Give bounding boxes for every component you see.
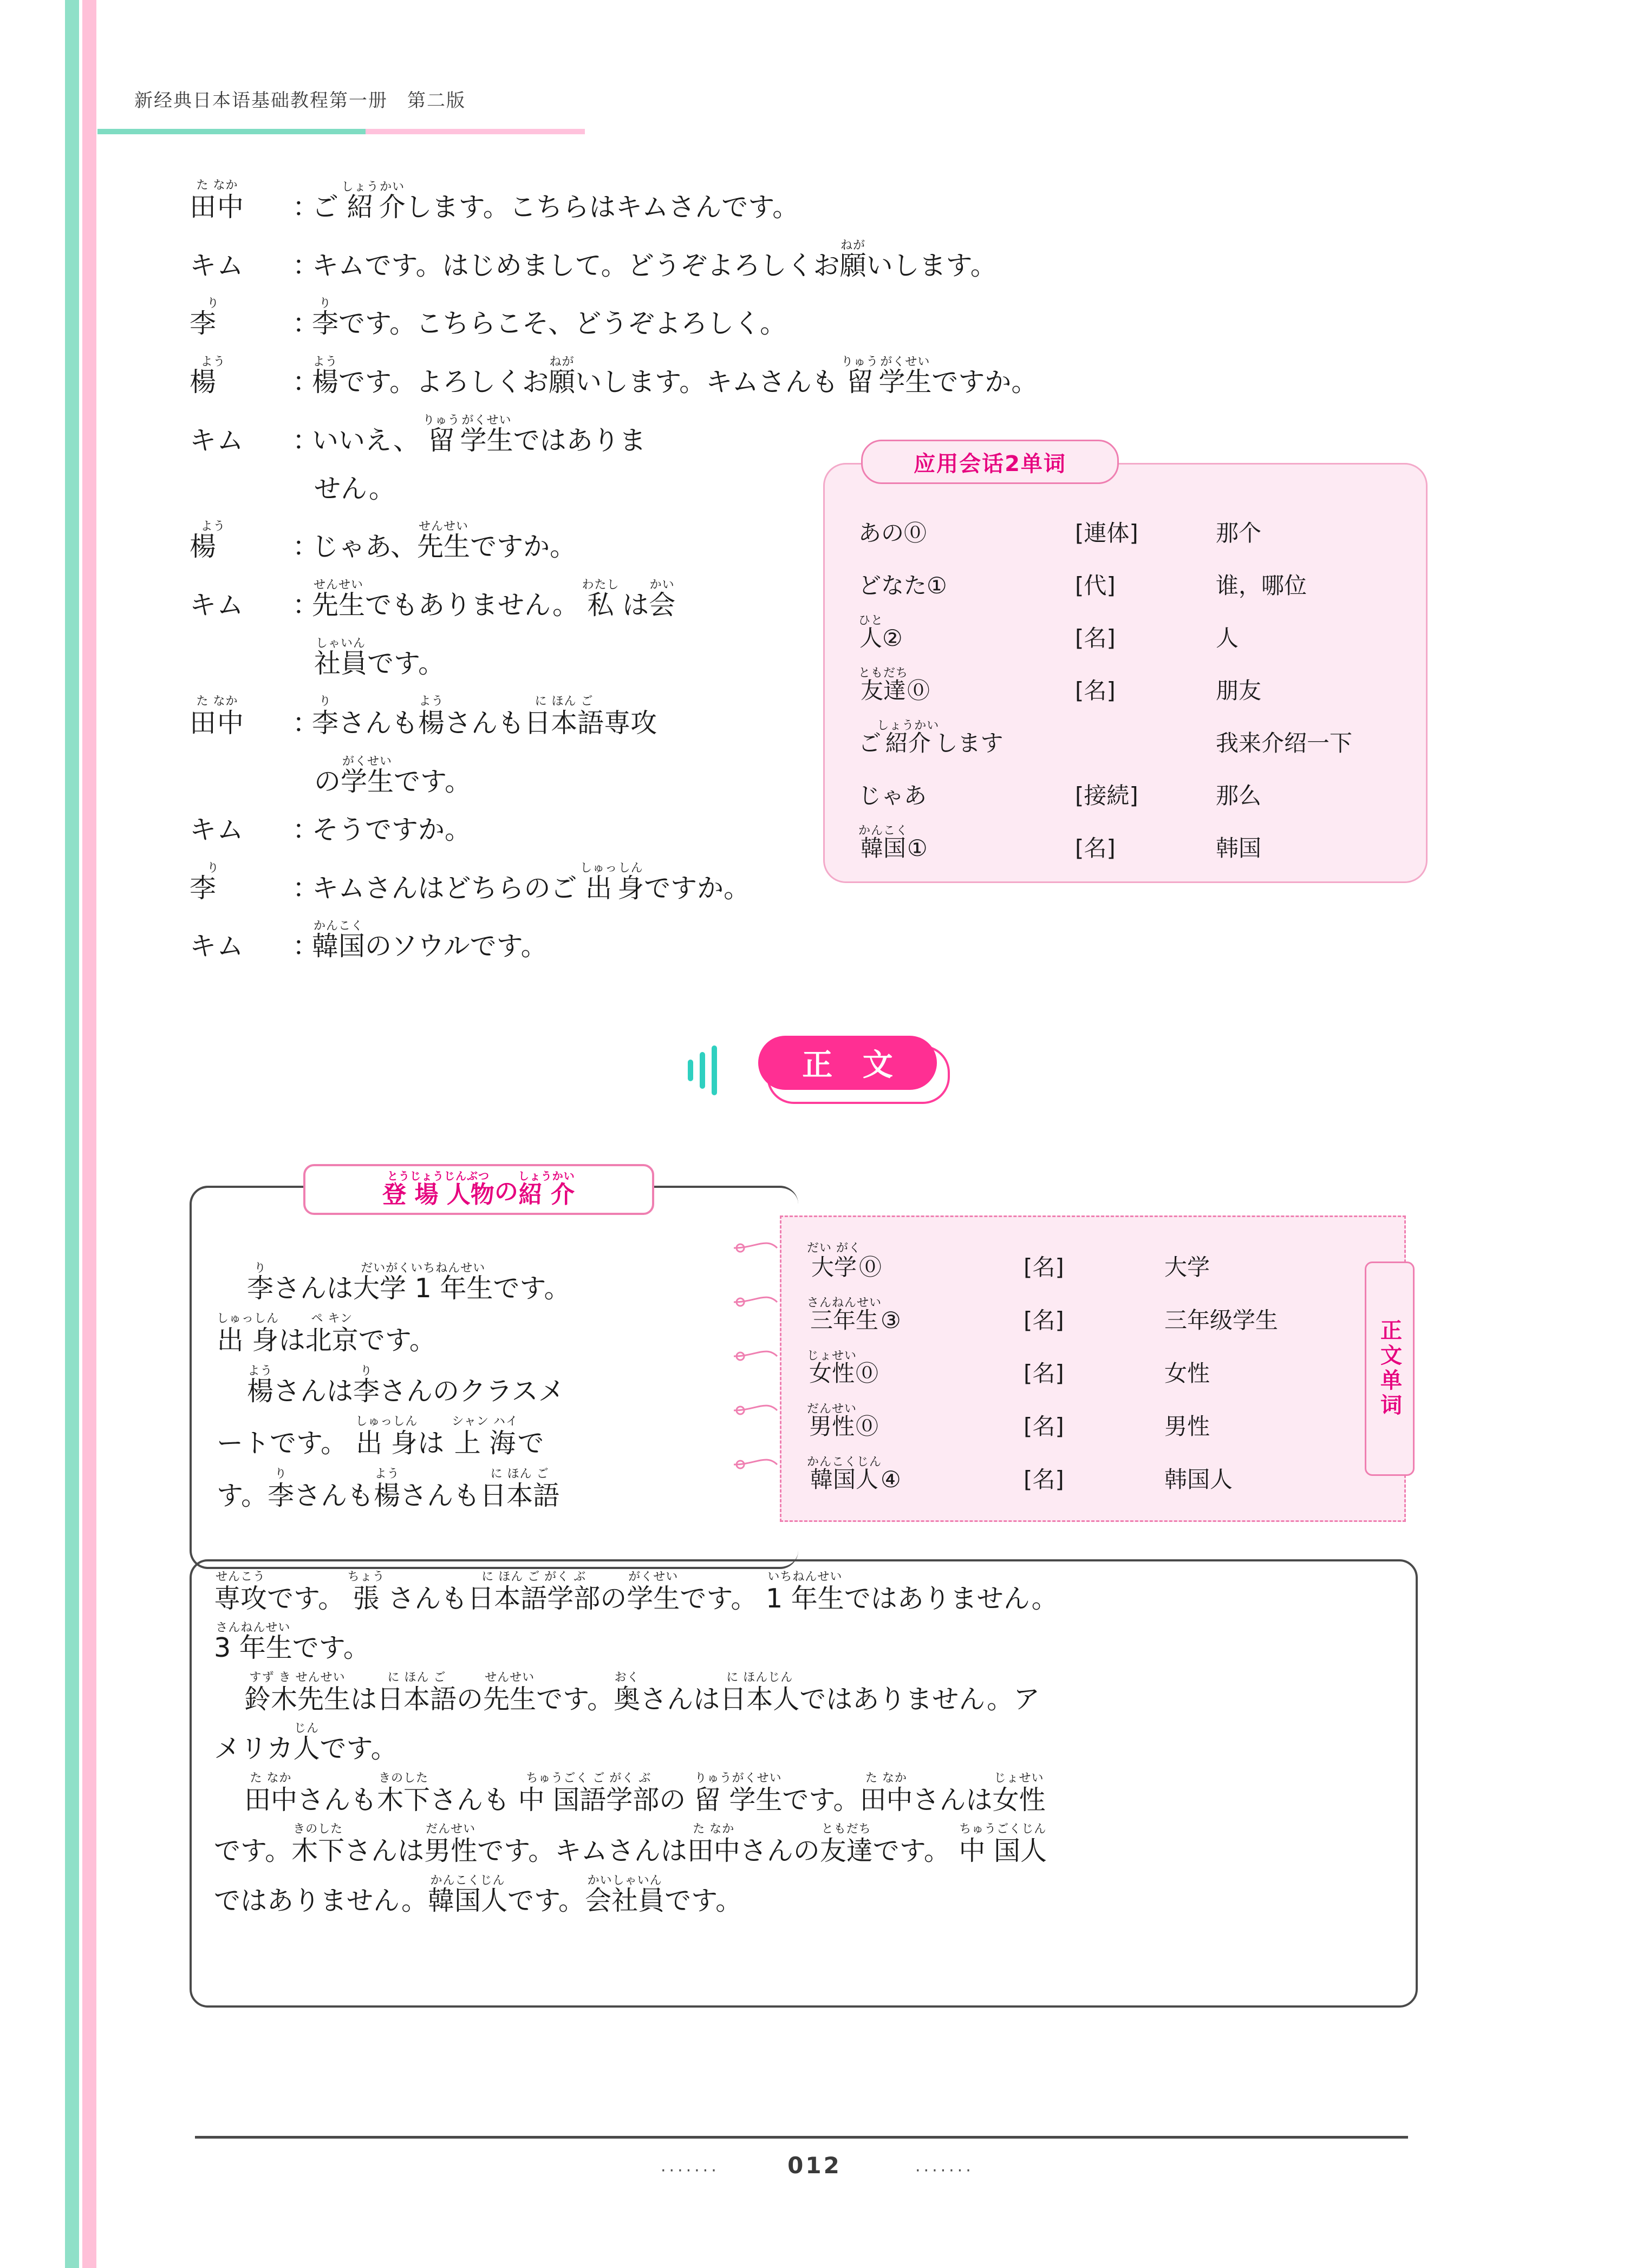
dialogue-text: 先生せんせいでもありません。 私わたし は会かい: [312, 578, 676, 621]
vocab-word: あの⓪: [858, 520, 927, 546]
dialogue-speaker: 楊よう: [190, 355, 237, 398]
dialogue-text: いいえ、 留りゅう学生がくせいではありま: [312, 413, 646, 456]
dialogue-speaker: 李り: [190, 861, 237, 904]
vocab-meaning: 那个: [1216, 520, 1262, 546]
vocab-word: 三年生さんねんせい③: [807, 1296, 901, 1334]
dialogue-line: [190, 239, 1056, 283]
vocab-row: [858, 495, 1400, 548]
dialogue-line: [190, 919, 1056, 964]
vocab-word: 韓国かんこく①: [858, 824, 928, 861]
vocab-meaning: 人: [1216, 625, 1239, 651]
dialogue-text: キムさんはどちらのご 出しゅっ身しんですか。: [312, 861, 751, 904]
vocab-tag: [名]: [1024, 1307, 1064, 1334]
dialogue-text: ご 紹しょう介かいします。こちらはキムさんです。: [312, 180, 799, 223]
vocab-meaning: 大学: [1164, 1254, 1210, 1280]
intro-paragraph: 李りさんは大学 1 年生だいがくいちねんせいです。: [247, 1262, 571, 1304]
dialogue-speaker: キム: [190, 250, 245, 281]
dialogue-colon: ：: [292, 308, 320, 339]
dialogue-text: キムです。はじめまして。どうぞよろしくお願ねがいします。: [312, 238, 997, 281]
dialogue-continuation: の学生がくせいです。: [314, 755, 472, 798]
dialogue-text: 李りです。こちらこそ、どうぞよろしく。: [312, 297, 787, 339]
vocab-tag: [連体]: [1075, 520, 1138, 546]
vocab-row: [807, 1282, 1359, 1335]
dialogue-text: そうですか。: [312, 814, 472, 845]
intro-paragraph: ートです。 出 身しゅっしんは 上 海シャン ハイで: [217, 1415, 544, 1459]
vocab-meaning: 韩国: [1216, 835, 1262, 861]
vocab-word: 女性じょせい⓪: [807, 1349, 879, 1387]
vocab-row: [858, 758, 1400, 811]
left-edge-bar-green: [65, 0, 79, 2268]
vocab-row: [807, 1388, 1359, 1441]
vocab-tag: [接続]: [1075, 782, 1138, 809]
dialogue-text: じゃあ、先生せんせいですか。: [312, 520, 577, 563]
dialogue-speaker: 田中た なか: [190, 695, 245, 739]
dialogue-colon: ：: [292, 590, 320, 621]
intro-paragraph: す。李りさんも楊ようさんも日本語に ほん ご: [217, 1467, 560, 1511]
page-number: 012: [787, 2152, 842, 2179]
vocab-word: じゃあ: [858, 782, 927, 809]
vocab-tag: [名]: [1075, 677, 1116, 704]
banner-label: 正 文: [758, 1036, 937, 1090]
dialogue-colon: ：: [292, 708, 320, 739]
vocab-tag: [名]: [1024, 1360, 1064, 1387]
passage-line: ではありません。韓国人かんこくじんです。会社員かいしゃいんです。: [214, 1873, 742, 1916]
header-rule: [97, 129, 585, 134]
vocab-word: 大学だい がく⓪: [807, 1241, 882, 1280]
dialogue-speaker: 楊よう: [190, 520, 237, 563]
footer-dots-left: ·······: [661, 2161, 720, 2180]
applied-conversation-vocab-rows: [858, 495, 1400, 863]
vocab-row: [858, 548, 1400, 600]
applied-conversation-vocab-title: 应用会话2单词: [861, 440, 1119, 484]
vocab-tag: [名]: [1075, 625, 1116, 651]
vocab-row: [858, 653, 1400, 705]
dialogue-line: [190, 297, 1056, 341]
vocab-meaning: 韩国人: [1164, 1466, 1233, 1493]
vocab-meaning: 男性: [1164, 1413, 1210, 1440]
vocab-row: [858, 600, 1400, 653]
vocab-word: 友達ともだち⓪: [858, 666, 930, 704]
dialogue-speaker: キム: [190, 931, 245, 962]
dialogue-colon: ：: [292, 424, 320, 456]
vocab-row: [807, 1441, 1359, 1494]
vocab-row: [807, 1335, 1359, 1388]
passage-line: 鈴木先生すず き せんせいは日本語に ほん ごの先生せんせいです。奥おくさんは日本人に ほんじんではありません。ア: [244, 1670, 1040, 1715]
vocab-tag: [名]: [1024, 1466, 1064, 1493]
dialogue-continuation: 社員しゃいんです。: [314, 636, 445, 679]
sound-bars-icon: [688, 1045, 717, 1095]
dialogue-colon: ：: [292, 814, 320, 845]
dialogue-colon: ：: [292, 367, 320, 398]
intro-paragraph: 出 身しゅっしんは北京ペ キンです。: [217, 1312, 436, 1356]
main-passage-text: [214, 1570, 1400, 1923]
vocab-word: 韓国人かんこくじん④: [807, 1455, 901, 1493]
vocab-tag: [名]: [1024, 1413, 1064, 1440]
vocab-row: [807, 1229, 1359, 1282]
vocab-tag: [名]: [1075, 835, 1116, 861]
dialogue-speaker: 田中た なか: [190, 179, 245, 223]
passage-line: 田中た なかさんも木下きのしたさんも 中 国語学部ちゅうごく ご がく ぶの 留 学生りゅうがくせいです。田中た なかさんは女性じょせい: [244, 1771, 1046, 1815]
dialogue-colon: ：: [292, 192, 320, 223]
main-text-vocab-rows: [807, 1229, 1359, 1494]
section-banner: [688, 1031, 969, 1113]
dialogue-colon: ：: [292, 931, 320, 962]
vocab-meaning: 那么: [1216, 782, 1262, 809]
vocab-meaning: 朋友: [1216, 677, 1262, 704]
dialogue-speaker: 李り: [190, 297, 237, 339]
vocab-meaning: 三年级学生: [1164, 1307, 1279, 1334]
vocab-word: どなた①: [858, 572, 947, 599]
vocab-tag: [代]: [1075, 572, 1116, 599]
passage-line: 3 年生さんねんせいです。: [214, 1621, 370, 1664]
passage-line: メリカ人じんです。: [214, 1722, 398, 1764]
vocab-word: 人ひと②: [858, 614, 903, 651]
dialogue-text: 韓国かんこくのソウルです。: [312, 919, 548, 962]
dialogue-line: [190, 355, 1056, 400]
vocab-row: [858, 705, 1400, 758]
passage-line: です。木下きのしたさんは男性だんせいです。キムさんは田中た なかさんの友達ともだちです。 中 国人ちゅうごくじん: [214, 1822, 1047, 1867]
dialogue-text: 楊ようです。よろしくお願ねがいします。キムさんも 留りゅう学生がくせいですか。: [312, 355, 1038, 398]
dialogue-colon: ：: [292, 872, 320, 904]
vocab-meaning: 谁，哪位: [1216, 572, 1307, 599]
character-intro-text: [217, 1262, 791, 1519]
intro-paragraph: 楊ようさんは李りさんのクラスメ: [247, 1364, 565, 1407]
dialogue-speaker: キム: [190, 814, 245, 845]
vocab-row: [858, 811, 1400, 863]
dialogue-speaker: キム: [190, 424, 245, 456]
dialogue-speaker: キム: [190, 590, 245, 621]
vocab-tag: [名]: [1024, 1254, 1064, 1280]
vocab-word: ご紹介しょうかいします: [858, 719, 1004, 756]
dialogue-colon: ：: [292, 531, 320, 563]
page-header-title: 新经典日本语基础教程第一册 第二版: [134, 90, 466, 112]
passage-line: 専攻せんこうです。 張ちょう さんも日本語学部に ほん ご がく ぶの学生がくせいです。 1 年生いちねんせいではありません。: [214, 1570, 1058, 1614]
footer-rule: [195, 2136, 1408, 2139]
vocab-meaning: 女性: [1164, 1360, 1210, 1387]
dialogue-colon: ：: [292, 250, 320, 281]
character-intro-title: 登 場 人物とうじょうじんぶつ の 紹 介しょうかい: [303, 1164, 654, 1215]
main-text-vocab-label: 正文单词: [1365, 1262, 1415, 1476]
vocab-word: 男性だんせい⓪: [807, 1402, 879, 1440]
vocab-meaning: 我来介绍一下: [1216, 730, 1353, 756]
dialogue-text: 李りさんも楊ようさんも日本語に ほん ご専攻: [312, 695, 657, 739]
footer-dots-right: ·······: [915, 2161, 974, 2180]
left-edge-bar-pink: [82, 0, 96, 2268]
dialogue-continuation: せん。: [314, 473, 395, 504]
dialogue-line: [190, 179, 1056, 225]
